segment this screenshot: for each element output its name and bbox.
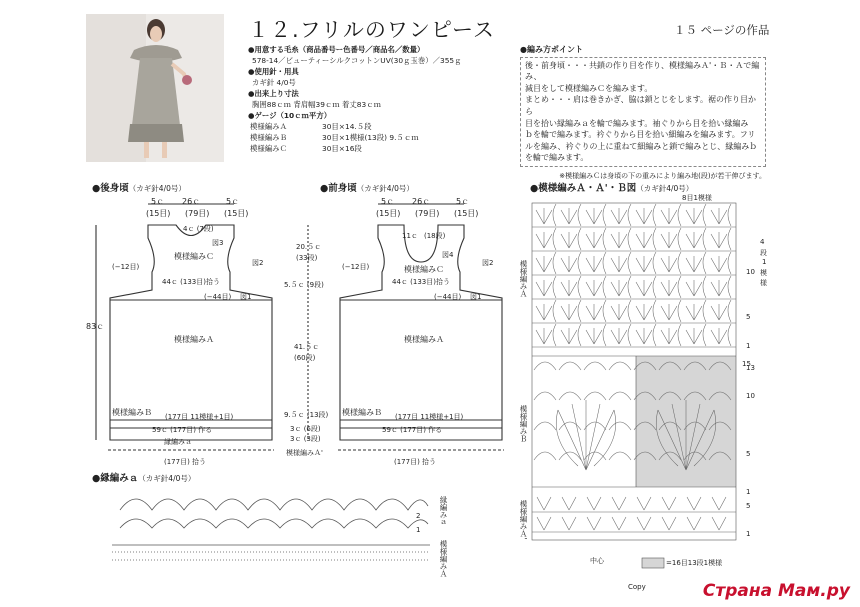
points-line: 減目をして模様編みＣを編みます。 [525, 83, 653, 93]
stitch-mark [636, 208, 652, 224]
stitch-mark [628, 252, 631, 274]
stitch-mark [559, 392, 581, 400]
gauge-value: 30目×16段 [322, 144, 362, 153]
a-label: 模様編みＡ [174, 335, 214, 344]
page-title: １２.フリルのワンピース [248, 18, 495, 42]
c-label: 模様編みＣ [174, 252, 214, 261]
stitch-mark [537, 497, 551, 510]
points-line: ルを編み、衿ぐりの上に重ねて細編みと鎖で編みとじ、縁編みｂ [525, 141, 758, 151]
stitch-mark [653, 324, 656, 346]
pattern-hook: （カギ針4/0号） [636, 184, 694, 193]
points-line: を輪で編みます。 [525, 153, 589, 163]
stitch-mark [636, 232, 652, 248]
total-length: 83ｃ [86, 322, 105, 331]
r2-height: 3ｃ (3段) [290, 435, 321, 443]
stitch-mark [678, 300, 681, 322]
size-heading: ●出来上り寸法 [248, 89, 299, 98]
sts: (79目) [185, 209, 210, 218]
fig-label: 図2 [482, 259, 494, 267]
dec-label: (−44目) [204, 293, 232, 301]
stitch-mark [661, 232, 677, 248]
center-label: 中心 [590, 557, 604, 565]
row-number: 10 [746, 268, 755, 276]
stitch-mark [686, 280, 702, 296]
pattern-chart-frame [532, 203, 736, 568]
edge-side-label: 縁編みａ [439, 496, 448, 526]
gauge-name: 模様編みＡ [250, 122, 287, 131]
stitch-mark [586, 208, 602, 224]
stitch-mark [686, 232, 702, 248]
stitch-mark [678, 204, 681, 226]
stitch-mark [536, 328, 552, 344]
stitch-mark [628, 300, 631, 322]
stitch-mark [611, 256, 627, 272]
stitch-mark [536, 280, 552, 296]
stitch-mark [628, 228, 631, 250]
stitch-mark [711, 280, 727, 296]
front-heading: ●前身頃（カギ針4/0号） [320, 183, 414, 194]
row-number: 1 [746, 530, 751, 538]
b-sts: (177目 11模様+1目) [395, 413, 464, 421]
b-label: 模様編みＢ [112, 408, 152, 417]
stitch-mark [661, 304, 677, 320]
stitch-mark [678, 324, 681, 346]
rep-label: 模 [760, 269, 767, 277]
edge-row: 2 [416, 512, 421, 520]
stitch-mark [662, 497, 676, 510]
edge-heading: ●縁編みａ（カギ針4/0号） [92, 473, 196, 484]
stitch-mark [603, 300, 606, 322]
stitch-mark [553, 324, 556, 346]
stitch-mark [584, 452, 606, 460]
stitch-mark [609, 452, 631, 460]
stitch-mark [536, 256, 552, 272]
stitch-mark [562, 517, 576, 530]
stitch-mark [561, 280, 577, 296]
a-rows: (60段) [294, 354, 316, 362]
row-number: 15 [742, 360, 751, 368]
edge-chart-lines [112, 499, 430, 560]
b-label: 模様編みＢ [342, 408, 382, 417]
stitch-mark [536, 208, 552, 224]
stitch-mark [637, 517, 651, 530]
gauge-name: 模様編みＢ [250, 133, 287, 142]
r1-height: 3ｃ (6段) [290, 425, 321, 433]
b-height: 9.５ｃ (13段) [284, 411, 329, 419]
stitch-mark [728, 252, 731, 274]
stitch-mark [711, 256, 727, 272]
stitch-mark [653, 300, 656, 322]
dim: 26ｃ [412, 197, 431, 206]
neck-dim: 11ｃ [402, 232, 418, 240]
stitch-mark [628, 204, 631, 226]
stitch-mark [703, 252, 706, 274]
dim: 5ｃ [226, 197, 240, 206]
points-line: 目を拾い縁編みａを輪で編みます。袖ぐりから目を拾い縁編み [525, 118, 749, 128]
points-note: ※模様編みＣは身頃の下の重みにより編み地(段)が若干伸びます。 [559, 171, 766, 180]
edge-hook: （カギ針4/0号） [138, 474, 196, 483]
side-label-b: 模様編みＢ [519, 405, 528, 443]
gauge-value: 30目×14.５段 [322, 122, 372, 131]
stitch-mark [561, 256, 577, 272]
c-height: 5.５ｃ (9段) [284, 281, 324, 289]
legend-label: =16目13段1模様 [666, 559, 723, 567]
points-line: まとめ・・・肩は巻きかぎ、脇は鎖とじをします。裾の作り目から [525, 95, 757, 116]
c-label: 模様編みＣ [404, 265, 444, 274]
stitch-mark [728, 228, 731, 250]
stitch-mark [637, 497, 651, 510]
stitch-mark [603, 204, 606, 226]
stitch-mark [603, 276, 606, 298]
tools-value: カギ針 4/0号 [252, 78, 296, 87]
fig-label: 図1 [240, 293, 252, 301]
stitch-mark [678, 276, 681, 298]
dec-label: (−12目) [342, 263, 370, 271]
row-number: 5 [746, 313, 751, 321]
stitch-mark [603, 324, 606, 346]
back-hook: （カギ針4/0号） [128, 184, 186, 193]
stitch-mark [553, 228, 556, 250]
stitch-mark [703, 276, 706, 298]
stitch-mark [534, 362, 556, 370]
stitch-mark [578, 276, 581, 298]
row-number: 1 [746, 342, 751, 350]
stitch-mark [636, 328, 652, 344]
stitch-mark [553, 252, 556, 274]
page-reference: １５ ページの作品 [674, 23, 770, 37]
stitch-mark [578, 300, 581, 322]
gauge-value: 30目×1模様(13段) 9.５ｃｍ [322, 133, 419, 142]
stitch-mark [584, 362, 606, 370]
stitch-mark [703, 204, 706, 226]
row-number: 10 [746, 392, 755, 400]
points-line: ｂを輪で編みます。衿ぐりから目を拾い細編みを編みます。フリ [525, 130, 756, 140]
pick-label: (177目) 拾う [164, 458, 207, 466]
stitch-mark [578, 324, 581, 346]
chain-label: 59ｃ (177目) 作る [382, 426, 443, 434]
stitch-mark [686, 328, 702, 344]
stitch-mark [611, 328, 627, 344]
stitch-mark [661, 208, 677, 224]
chain-label: 59ｃ (177目) 作る [152, 426, 213, 434]
stitch-mark [584, 392, 606, 400]
stitch-mark [653, 276, 656, 298]
stitch-mark [609, 422, 631, 430]
stitch-mark [712, 497, 726, 510]
width-label: 44ｃ (133目)拾う [162, 278, 220, 286]
points-heading: ●編み方ポイント [520, 45, 583, 54]
edge-row: 1 [416, 526, 421, 534]
stitch-mark [553, 276, 556, 298]
back-heading: ●後身頃（カギ針4/0号） [92, 183, 186, 194]
side-label-a-prime: 模様編みＡ' [519, 500, 528, 540]
sts: (15目) [224, 209, 249, 218]
stitch-mark [609, 362, 631, 370]
stitch-mark [611, 208, 627, 224]
stitch-mark [728, 300, 731, 322]
dim: 5ｃ [456, 197, 470, 206]
stitch-mark [653, 228, 656, 250]
stitch-mark [534, 452, 556, 460]
stitch-mark [712, 517, 726, 530]
size-value: 胸囲88ｃｍ 背肩幅39ｃｍ 着丈83ｃｍ [252, 100, 381, 109]
fig-label: 図1 [470, 293, 482, 301]
dec-label: (−12目) [112, 263, 140, 271]
stitch-mark [711, 232, 727, 248]
stitch-mark [559, 452, 581, 460]
width-label: 44ｃ (133目)拾う [392, 278, 450, 286]
edge-side-pattern: 模様編みＡ [439, 540, 448, 578]
stitch-mark [636, 280, 652, 296]
stitch-mark [687, 517, 701, 530]
stitch-mark [536, 232, 552, 248]
fig-label: 図2 [252, 259, 264, 267]
stitch-mark [561, 304, 577, 320]
sts: (15目) [146, 209, 171, 218]
armhole-rows: (33段) [296, 254, 318, 262]
stitch-mark [586, 232, 602, 248]
stitch-mark [534, 392, 556, 400]
rep-label: 1 [762, 258, 767, 266]
stitch-mark [536, 304, 552, 320]
stitch-mark [711, 304, 727, 320]
stitch-mark [661, 328, 677, 344]
stitch-mark [678, 228, 681, 250]
stitch-mark [578, 204, 581, 226]
armhole-dim: 20.５ｃ [296, 243, 322, 251]
a-label: 模様編みＡ [404, 335, 444, 344]
stitch-mark [703, 324, 706, 346]
stitch-mark [612, 497, 626, 510]
stitch-mark [661, 256, 677, 272]
site-watermark: Страна Мам.ру [702, 581, 850, 601]
gauge-name: 模様編みＣ [250, 144, 287, 153]
stitch-mark [662, 517, 676, 530]
stitch-mark [686, 304, 702, 320]
stitch-mark [653, 252, 656, 274]
stitch-mark [562, 497, 576, 510]
stitch-mark [559, 422, 581, 430]
sts: (79目) [415, 209, 440, 218]
stitch-mark [561, 328, 577, 344]
stitch-mark [603, 228, 606, 250]
rep-label: 様 [760, 279, 767, 287]
stitch-mark [628, 324, 631, 346]
stitch-mark [661, 280, 677, 296]
stitch-mark [628, 276, 631, 298]
side-label-a: 模様編みＡ [519, 260, 528, 298]
dim: 5ｃ [381, 197, 395, 206]
stitch-mark [703, 300, 706, 322]
stitch-mark [586, 304, 602, 320]
fig-label: 図3 [212, 239, 224, 247]
row-number: 1 [746, 488, 751, 496]
stitch-mark [578, 252, 581, 274]
stitch-mark [561, 208, 577, 224]
row-number: 13 [746, 364, 755, 372]
stitch-mark [728, 324, 731, 346]
row-number: 5 [746, 502, 751, 510]
fig-label: 図4 [442, 251, 454, 259]
stitch-mark [559, 362, 581, 370]
b-sts: (177目 11模様+1目) [165, 413, 234, 421]
stitch-mark [636, 304, 652, 320]
stitch-mark [609, 392, 631, 400]
stitch-mark [728, 276, 731, 298]
stitch-mark [561, 232, 577, 248]
rep-label: 段 [760, 249, 767, 257]
stitch-mark [686, 208, 702, 224]
dec-label: (−44目) [434, 293, 462, 301]
stitch-mark [612, 517, 626, 530]
stitch-mark [586, 280, 602, 296]
stitch-mark [728, 204, 731, 226]
stitch-mark [687, 497, 701, 510]
row-number: 5 [746, 450, 751, 458]
neck-dim: 4ｃ (7段) [183, 225, 214, 233]
stitch-mark [678, 252, 681, 274]
yarn-value: 578-14／ビューティーシルクコットンUV(30ｇ玉巻）／355ｇ [252, 56, 462, 65]
pick-label: (177目) 拾う [394, 458, 437, 466]
repeat-label: 8目1模様 [682, 194, 712, 202]
stitch-mark [534, 422, 556, 430]
stitch-mark [587, 517, 601, 530]
stitch-mark [578, 228, 581, 250]
sts: (15目) [454, 209, 479, 218]
stitch-mark [553, 204, 556, 226]
rep-label: 4 [760, 238, 765, 246]
yarn-heading: ●用意する毛糸（商品番号ー色番号／商品名／数量） [248, 45, 425, 54]
stitch-mark [611, 304, 627, 320]
stitch-mark [636, 256, 652, 272]
stitch-mark [686, 256, 702, 272]
gauge-heading: ●ゲージ（10ｃｍ平方） [248, 111, 332, 120]
stitch-mark [711, 208, 727, 224]
front-hook: （カギ針4/0号） [356, 184, 414, 193]
stitch-mark [703, 228, 706, 250]
sts: (15目) [376, 209, 401, 218]
stitch-mark [603, 252, 606, 274]
legend-swatch [642, 558, 664, 568]
stitch-mark [586, 328, 602, 344]
a-prime-label: 模様編みＡ' [286, 449, 323, 457]
neck-rows: (18段) [424, 232, 446, 240]
stitch-mark [653, 204, 656, 226]
copyright: Copy [628, 583, 646, 591]
dim: 26ｃ [182, 197, 201, 206]
tools-heading: ●使用針・用具 [248, 67, 299, 76]
stitch-mark [711, 328, 727, 344]
dim: 5ｃ [151, 197, 165, 206]
stitch-mark [537, 517, 551, 530]
a-height: 41.５ｃ [294, 343, 320, 351]
pattern-heading: ●模様編みＡ・Ａ'・Ｂ図（カギ針4/0号） [530, 183, 694, 194]
stitch-mark [611, 232, 627, 248]
stitch-mark [611, 280, 627, 296]
stitch-mark [553, 300, 556, 322]
edge-label: 縁編みａ [164, 438, 192, 446]
stitch-mark [586, 256, 602, 272]
stitch-mark [587, 497, 601, 510]
points-line: 後・前身頃・・・共鎖の作り目を作り、模様編みＡ'・Ｂ・Ａで編み、 [525, 60, 760, 82]
